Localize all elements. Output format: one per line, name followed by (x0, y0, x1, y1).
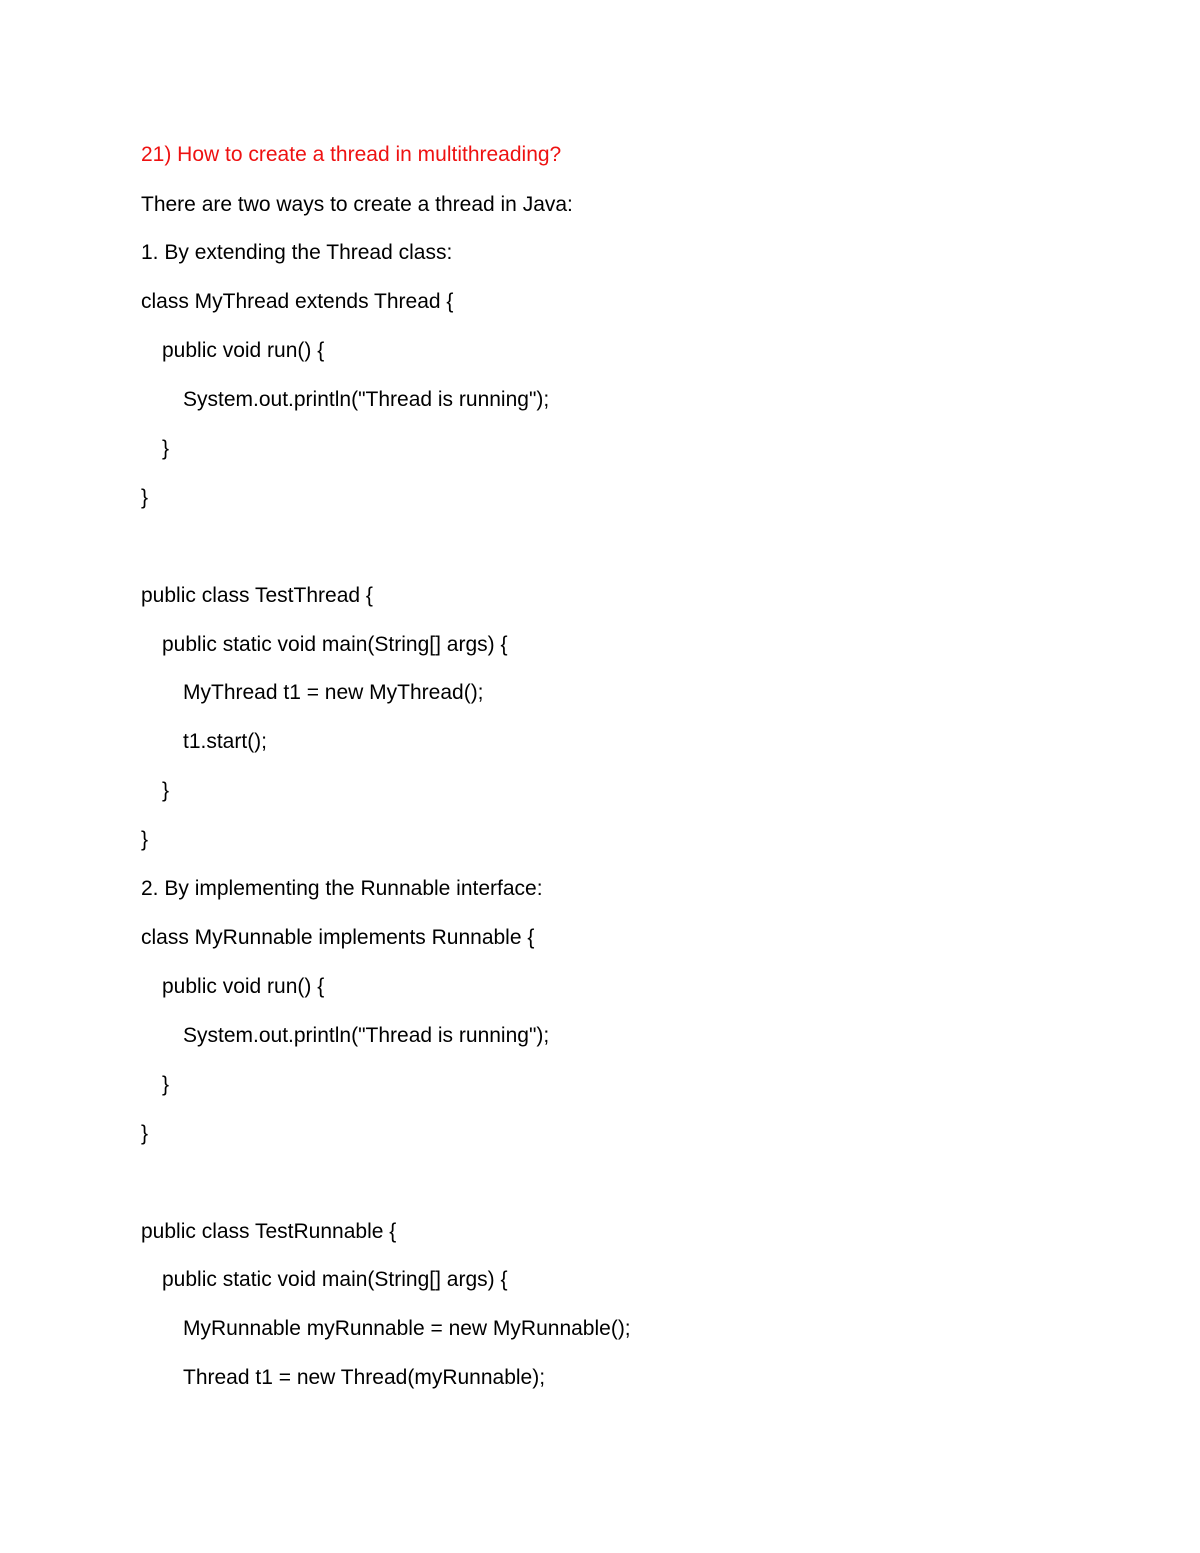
method1-title: 1. By extending the Thread class: (141, 241, 453, 264)
code-line: public class TestRunnable { (141, 1220, 397, 1243)
code-line: System.out.println("Thread is running"); (183, 388, 550, 411)
code-line: } (141, 486, 149, 509)
code-line: public void run() { (162, 339, 325, 362)
code-line: t1.start(); (183, 730, 268, 753)
code-line: } (141, 1122, 149, 1145)
code-line: MyRunnable myRunnable = new MyRunnable(); (183, 1317, 631, 1340)
code-line: } (162, 1073, 170, 1096)
intro-paragraph: There are two ways to create a thread in Java: (141, 193, 573, 216)
method2-title: 2. By implementing the Runnable interface: (141, 877, 543, 900)
code-line: public static void main(String[] args) { (162, 633, 508, 656)
code-line: public class TestThread { (141, 584, 373, 607)
question-heading: 21) How to create a thread in multithreading? (141, 143, 562, 166)
code-line: MyThread t1 = new MyThread(); (183, 681, 484, 704)
code-line: class MyRunnable implements Runnable { (141, 926, 535, 949)
code-line: } (162, 437, 170, 460)
code-line: class MyThread extends Thread { (141, 290, 454, 313)
code-line: } (162, 779, 170, 802)
code-line: Thread t1 = new Thread(myRunnable); (183, 1366, 546, 1389)
code-line: System.out.println("Thread is running"); (183, 1024, 550, 1047)
code-line: } (141, 828, 149, 851)
code-line: public static void main(String[] args) { (162, 1268, 508, 1291)
code-line: public void run() { (162, 975, 325, 998)
